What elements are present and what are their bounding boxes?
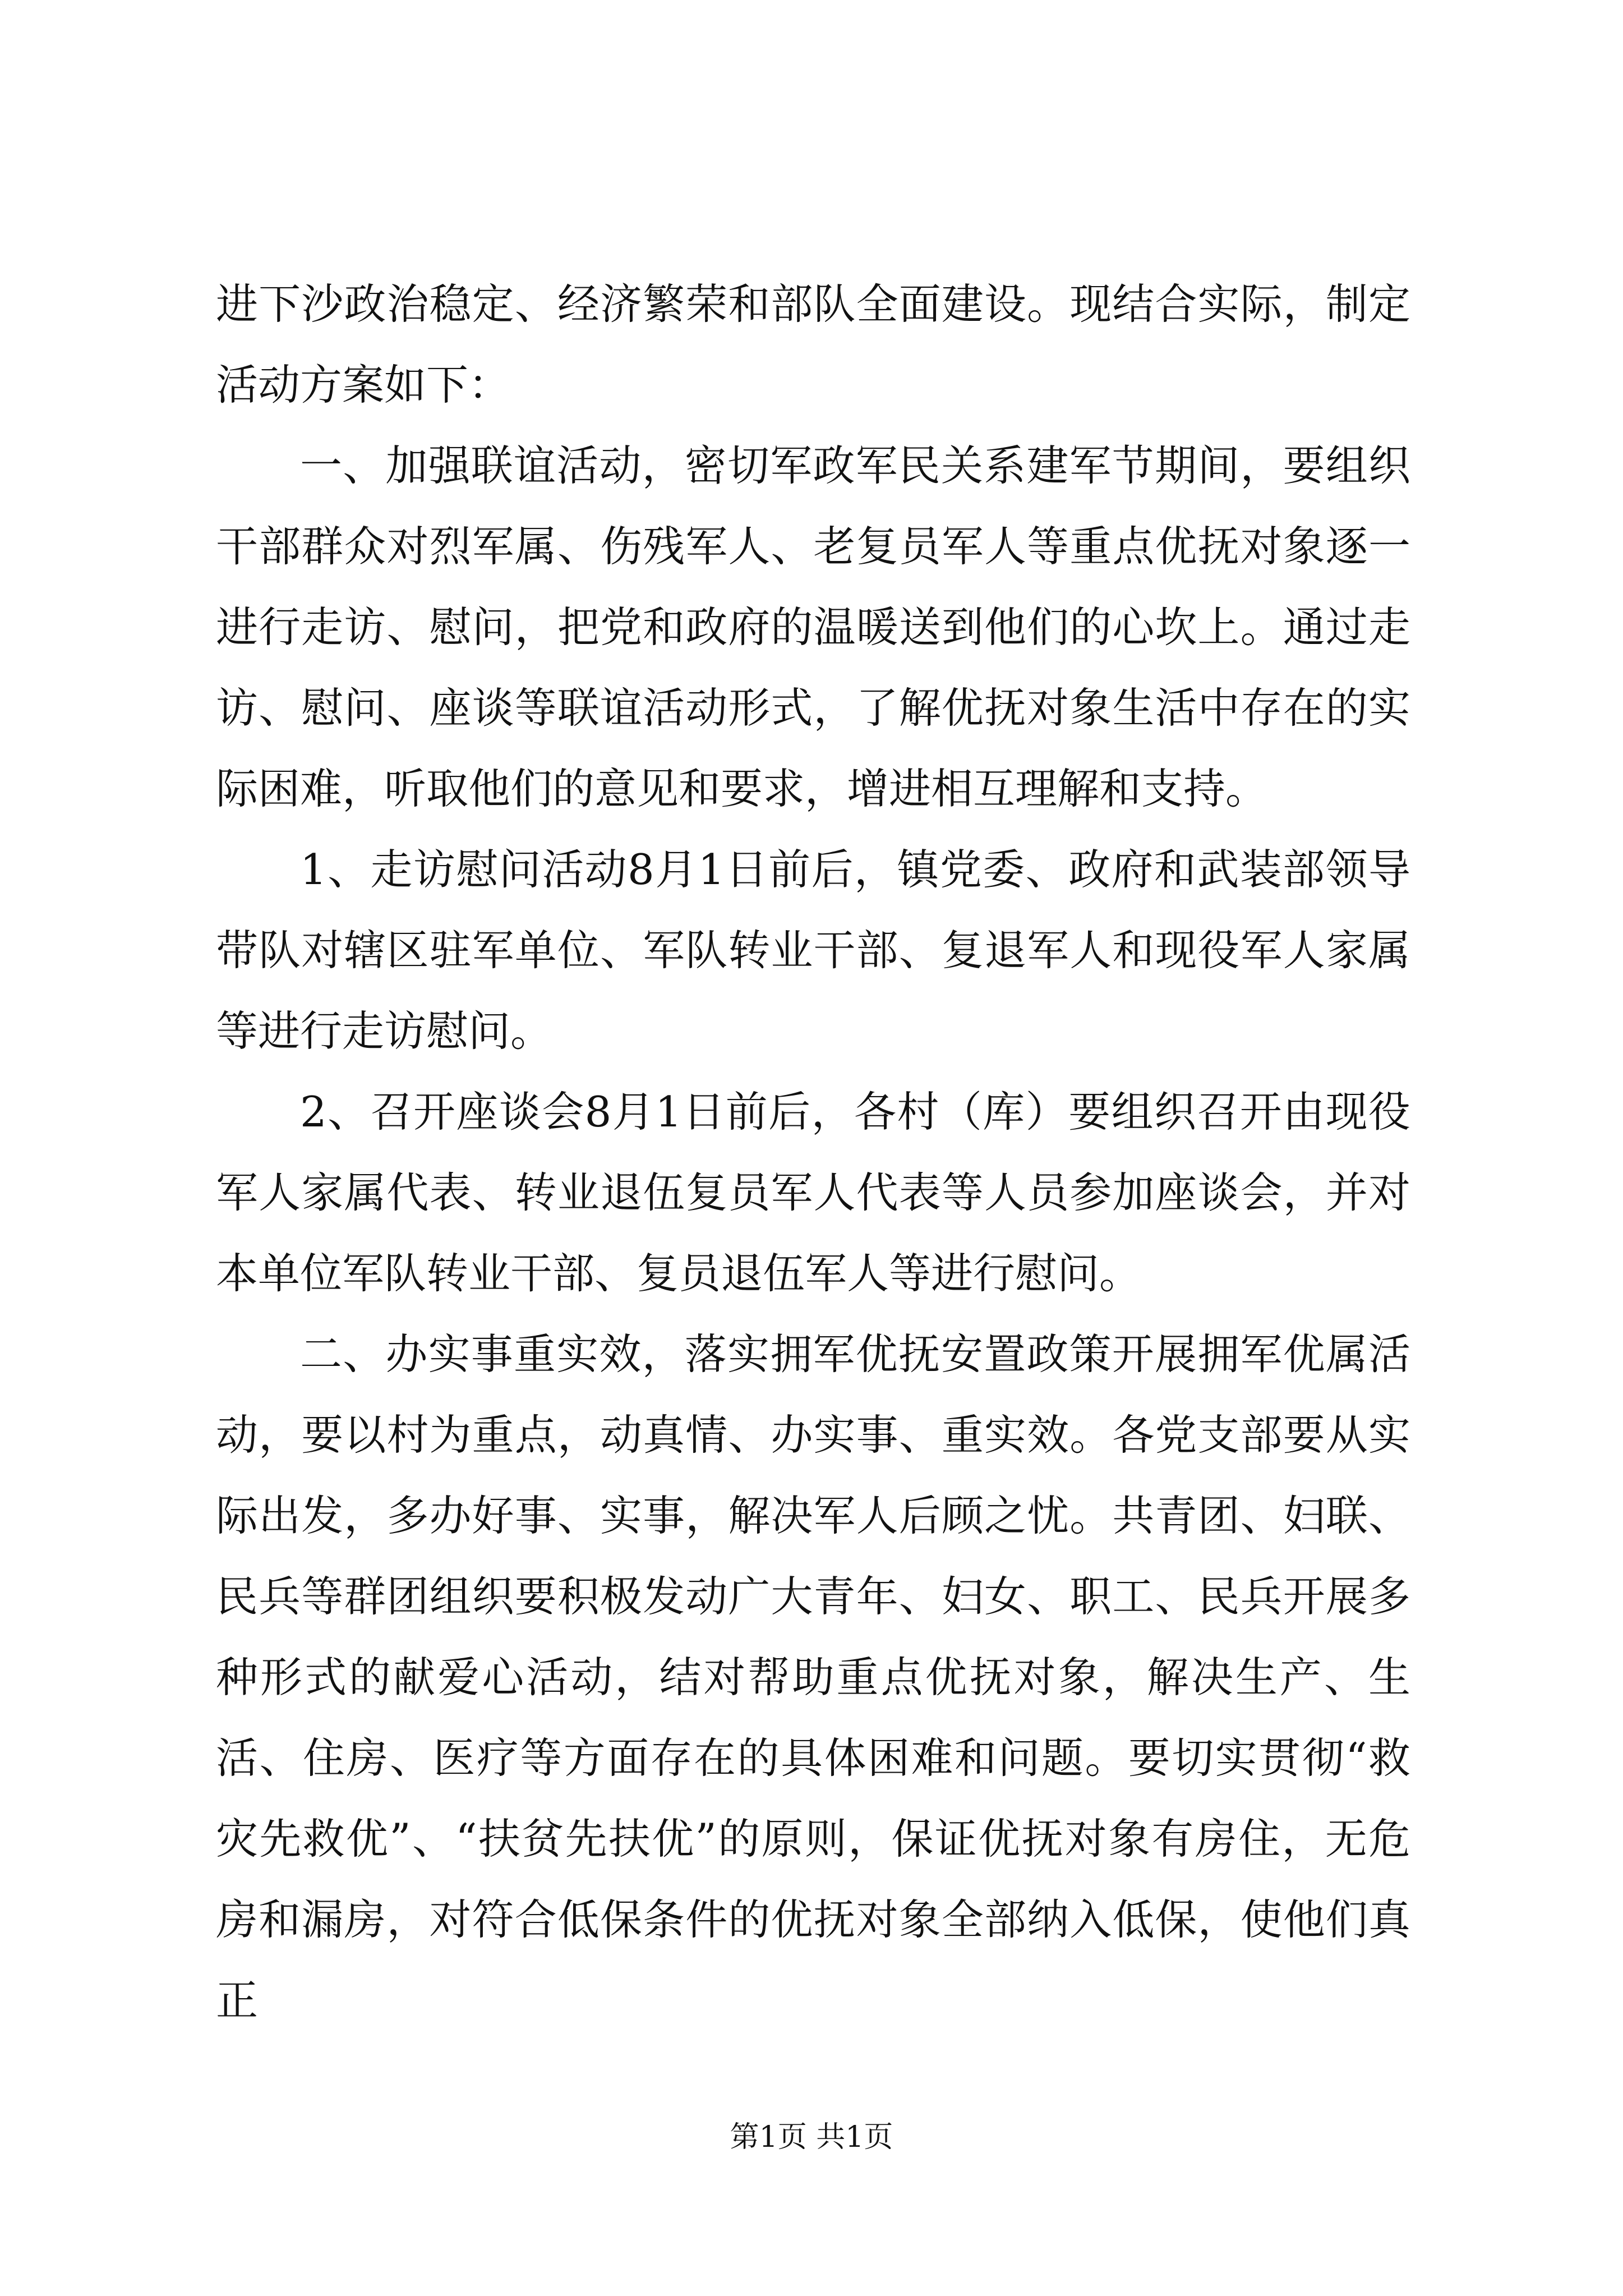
paragraph-3: 1、走访慰问活动8月1日前后，镇党委、政府和武装部领导带队对辖区驻军单位、军队转业干部、复退军人和现役军人家属等进行走访慰问。: [216, 845, 1410, 1056]
paragraph-2: 一、加强联谊活动，密切军政军民关系建军节期间，要组织干部群众对烈军属、伤残军人、老复员军人等重点优抚对象逐一进行走访、慰问，把党和政府的温暖送到他们的心坎上。通过走访、慰问、座谈等联谊活动形式，了解优抚对象生活中存在的实际困难，听取他们的意见和要求，增进相互理解和支持。: [216, 441, 1410, 813]
document-body: [216, 264, 1410, 2041]
paragraph-1: 进下沙政治稳定、经济繁荣和部队全面建设。现结合实际，制定活动方案如下：: [216, 279, 1410, 409]
paragraph-5: 二、办实事重实效，落实拥军优抚安置政策开展拥军优属活动，要以村为重点，动真情、办实事、重实效。各党支部要从实际出发，多办好事、实事，解决军人后顾之忧。共青团、妇联、民兵等群团组织要积极发动广大青年、妇女、职工、民兵开展多种形式的献爱心活动，结对帮助重点优抚对象，解决生产、生活、住房、医疗等方面存在的具体困难和问题。要切实贯彻“救灾先救优”、“扶贫先扶优”的原则，保证优抚对象有房住，无危房和漏房，对符合低保条件的优抚对象全部纳入低保，使他们真正: [216, 1329, 1410, 2025]
page-footer: 第1页 共1页: [730, 2120, 893, 2154]
paragraph-4: 2、召开座谈会8月1日前后，各村（库）要组织召开由现役军人家属代表、转业退伍复员军人代表等人员参加座谈会，并对本单位军队转业干部、复员退伍军人等进行慰问。: [216, 1087, 1410, 1298]
